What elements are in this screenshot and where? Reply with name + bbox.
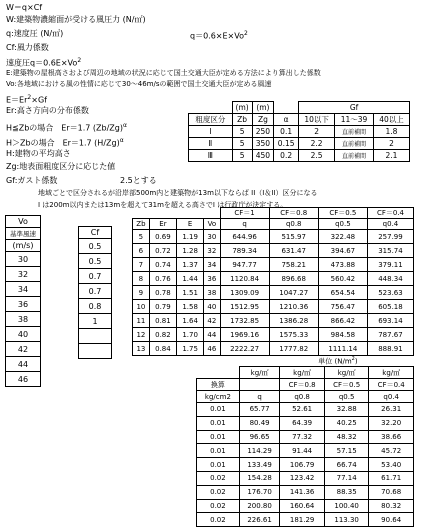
table-cell: 12	[133, 328, 150, 342]
cell-blank	[133, 208, 221, 219]
calc-row	[133, 230, 414, 244]
header-cf05: CF＝0.5	[324, 379, 369, 391]
alpha-sup-2: α	[119, 137, 124, 144]
col-zb: Zb	[133, 219, 150, 230]
cf-value: 0.5	[79, 239, 112, 254]
formula-e-tail: ×Gf	[31, 95, 47, 105]
table-cell: 0.84	[149, 342, 176, 356]
table-cell: 448.34	[367, 272, 413, 286]
vo-value: 32	[6, 267, 41, 282]
table-cell: 34	[204, 258, 220, 272]
table-cell: 693.14	[367, 314, 413, 328]
table-cell: 52.61	[280, 403, 325, 417]
table-cell: 77.32	[280, 430, 325, 444]
conversion-row	[197, 485, 414, 499]
table-cell: 0.81	[149, 314, 176, 328]
table-cell: 379.11	[367, 258, 413, 272]
calc-table	[132, 207, 414, 366]
vo-header: Vo	[6, 216, 41, 228]
calc-row	[133, 258, 414, 272]
table-cell: 984.58	[318, 328, 367, 342]
col-er: Er	[149, 219, 176, 230]
zg-value: 350	[252, 138, 274, 150]
cf-value: 1	[79, 314, 112, 329]
table-cell: 322.48	[318, 230, 367, 244]
formula-e-sup: 2	[27, 94, 32, 101]
table-cell: 123.42	[280, 471, 325, 485]
header-roughness: 粗度区分	[189, 114, 233, 126]
cf-value	[79, 344, 112, 359]
table-cell: 1120.84	[220, 272, 269, 286]
gf-low: 2.5	[299, 150, 335, 162]
unit-cell: kg/㎡	[239, 367, 280, 379]
table-cell: 1.28	[177, 244, 204, 258]
formula-q-sup: 2	[244, 30, 248, 37]
header-cf08: CF＝0.8	[280, 379, 325, 391]
table-cell: 38.66	[369, 430, 414, 444]
roughness-class: Ⅰ	[189, 126, 233, 138]
table-cell: 1575.33	[269, 328, 318, 342]
table-cell: 181.29	[280, 513, 325, 527]
table-cell: 40.25	[324, 416, 369, 430]
cf-label-08: CF＝0.8	[269, 208, 318, 219]
roughness-row	[189, 150, 410, 162]
vo-value: 46	[6, 372, 41, 387]
table-cell: 0.01	[197, 458, 240, 472]
cell-blank	[189, 102, 233, 114]
calc-row	[133, 300, 414, 314]
table-cell: 1210.36	[269, 300, 318, 314]
table-cell: 10	[133, 300, 150, 314]
calc-row	[133, 286, 414, 300]
formula-w: W＝q×Cf	[6, 3, 43, 12]
gf-value: 2.5とする	[120, 176, 157, 185]
table-cell: 7	[133, 258, 150, 272]
table-cell: 88.35	[324, 485, 369, 499]
table-cell: 0.76	[149, 272, 176, 286]
table-cell: 315.74	[367, 244, 413, 258]
vo-value: 44	[6, 357, 41, 372]
table-cell: 200.80	[239, 499, 280, 513]
table-cell: 141.36	[280, 485, 325, 499]
vo-header-sub: 基準風速	[6, 228, 41, 240]
alpha-value: 0.2	[274, 150, 299, 162]
formula-er-high-text: H＞Zbの場合 Er＝1.7 (H/Zg)	[6, 138, 120, 148]
col-q08: q0.8	[269, 219, 318, 230]
unit-label	[318, 356, 413, 367]
zb-value: 5	[232, 126, 252, 138]
subheader-q: q	[239, 391, 280, 403]
table-cell: 1309.09	[220, 286, 269, 300]
table-cell: 80.49	[239, 416, 280, 430]
table-cell: 160.64	[280, 499, 325, 513]
calc-row	[133, 342, 414, 356]
zg-value: 250	[252, 126, 274, 138]
roughness-row	[189, 126, 410, 138]
table-cell: 0.02	[197, 513, 240, 527]
table-cell: 8	[133, 272, 150, 286]
def-er: Er:高さ方向の分布係数	[6, 106, 89, 115]
calc-row	[133, 272, 414, 286]
table-cell: 66.74	[324, 458, 369, 472]
table-cell: 947.77	[220, 258, 269, 272]
gf-high: 2	[373, 138, 409, 150]
table-cell: 48.32	[324, 430, 369, 444]
table-cell: 0.82	[149, 328, 176, 342]
table-cell: 13	[133, 342, 150, 356]
header-blank	[239, 379, 280, 391]
subheader-kgcm2: kg/cm2	[197, 391, 240, 403]
table-cell: 226.61	[239, 513, 280, 527]
unit-cell: kg/㎡	[324, 367, 369, 379]
def-cf: Cf:風力係数	[6, 43, 49, 52]
table-cell: 1.58	[177, 300, 204, 314]
table-cell: 1386.28	[269, 314, 318, 328]
table-cell: 91.44	[280, 444, 325, 458]
formula-er-high	[6, 136, 124, 149]
vo-value: 42	[6, 342, 41, 357]
gf-mid: 直前補間	[335, 138, 374, 150]
def-vo: Vo:各地域における風の性情に応じて30～46m/sの範囲で国土交通大臣が定める風速	[6, 80, 272, 88]
vo-value: 30	[6, 252, 41, 267]
table-cell: 2222.27	[220, 342, 269, 356]
header-zb: Zb	[232, 114, 252, 126]
subheader-q04: q0.4	[369, 391, 414, 403]
table-cell: 0.72	[149, 244, 176, 258]
table-cell: 0.01	[197, 403, 240, 417]
table-cell: 515.97	[269, 230, 318, 244]
roughness-class: Ⅱ	[189, 138, 233, 150]
header-zg-unit: (m)	[252, 102, 274, 114]
formula-er-low	[6, 121, 127, 134]
table-cell: 70.68	[369, 485, 414, 499]
subheader-q05: q0.5	[324, 391, 369, 403]
header-cf04: CF＝0.4	[369, 379, 414, 391]
table-cell: 36	[204, 272, 220, 286]
table-cell: 61.71	[369, 471, 414, 485]
table-cell: 631.47	[269, 244, 318, 258]
table-cell: 32.20	[369, 416, 414, 430]
table-cell: 133.49	[239, 458, 280, 472]
calc-row	[133, 244, 414, 258]
gf-high: 2.1	[373, 150, 409, 162]
table-cell: 0.01	[197, 444, 240, 458]
vo-value: 36	[6, 297, 41, 312]
unit-cell: kg/㎡	[369, 367, 414, 379]
conversion-row	[197, 458, 414, 472]
vo-value: 40	[6, 327, 41, 342]
table-cell: 787.67	[367, 328, 413, 342]
table-cell: 1.51	[177, 286, 204, 300]
table-cell: 77.14	[324, 471, 369, 485]
alpha-value: 0.1	[274, 126, 299, 138]
cell-blank	[197, 367, 240, 379]
unit-sup: 2	[351, 356, 355, 362]
table-cell: 1047.27	[269, 286, 318, 300]
table-cell: 1.75	[177, 342, 204, 356]
table-cell: 0.79	[149, 300, 176, 314]
def-h: H:建物の平均高さ	[6, 149, 71, 158]
table-cell: 0.02	[197, 499, 240, 513]
cf-value: 0.7	[79, 269, 112, 284]
header-conversion: 換算	[197, 379, 240, 391]
formula-q2	[6, 56, 81, 69]
table-cell: 53.40	[369, 458, 414, 472]
unit-cell: kg/㎡	[280, 367, 325, 379]
def-gf: Gf:ガスト係数	[6, 176, 58, 185]
header-gf-2: 11～39	[335, 114, 374, 126]
unit-text: 単位 (N/m	[318, 357, 352, 366]
table-cell: 100.40	[324, 499, 369, 513]
table-cell: 888.91	[367, 342, 413, 356]
table-cell: 0.69	[149, 230, 176, 244]
table-cell: 9	[133, 286, 150, 300]
table-cell: 106.79	[280, 458, 325, 472]
table-cell: 644.96	[220, 230, 269, 244]
table-cell: 32	[204, 244, 220, 258]
table-cell: 1512.95	[220, 300, 269, 314]
cf-header: Cf	[79, 227, 112, 239]
table-cell: 560.42	[318, 272, 367, 286]
table-cell: 64.39	[280, 416, 325, 430]
table-cell: 38	[204, 286, 220, 300]
col-q04: q0.4	[367, 219, 413, 230]
table-cell: 394.67	[318, 244, 367, 258]
formula-er-low-text: H≦Zbの場合 Er＝1.7 (Zb/Zg)	[6, 123, 123, 133]
table-cell: 30	[204, 230, 220, 244]
conversion-row	[197, 499, 414, 513]
gf-mid: 直前補間	[335, 126, 374, 138]
header-alpha: α	[274, 114, 299, 126]
table-cell: 96.65	[239, 430, 280, 444]
table-cell: 654.54	[318, 286, 367, 300]
zb-value: 5	[232, 150, 252, 162]
formula-e-text: E＝Er	[6, 95, 28, 105]
table-cell: 57.15	[324, 444, 369, 458]
roughness-table	[188, 101, 410, 162]
table-cell: 44	[204, 328, 220, 342]
header-zb-unit: (m)	[232, 102, 252, 114]
table-cell: 5	[133, 230, 150, 244]
table-cell: 0.01	[197, 430, 240, 444]
note-region: 地域ごとで区分されるが沿岸部500m内と建築物が13m以下ならば II（I＆II）区分になる	[38, 189, 318, 197]
def-q: q:速度圧 (N/㎡)	[6, 29, 64, 38]
def-e: E:建築物の屋根高さおよび周辺の地域の状況に応じて国土交通大臣が定める方法により算出した係数	[6, 69, 321, 77]
gf-high: 1.8	[373, 126, 409, 138]
table-cell: 1.37	[177, 258, 204, 272]
formula-e	[6, 93, 47, 106]
header-gf-3: 40以上	[373, 114, 409, 126]
table-cell: 605.18	[367, 300, 413, 314]
table-cell: 11	[133, 314, 150, 328]
table-cell: 789.34	[220, 244, 269, 258]
vo-value: 38	[6, 312, 41, 327]
note-height: I は200m以内または13mを超えて31mを超える高さでI は行政庁が決定する。	[38, 201, 288, 209]
conversion-row	[197, 513, 414, 527]
formula-q2-text: 速度圧q＝0.6E×Vo	[6, 58, 78, 68]
formula-q2-sup: 2	[77, 57, 82, 64]
unit-tail: )	[354, 357, 358, 366]
gf-low: 2.2	[299, 138, 335, 150]
roughness-row	[189, 138, 410, 150]
cf-label-05: CF＝0.5	[318, 208, 367, 219]
col-q: q	[220, 219, 269, 230]
cell-blank	[79, 215, 112, 227]
table-cell: 6	[133, 244, 150, 258]
zg-value: 450	[252, 150, 274, 162]
table-cell: 0.02	[197, 485, 240, 499]
conversion-row	[197, 403, 414, 417]
table-cell: 42	[204, 314, 220, 328]
zb-value: 5	[232, 138, 252, 150]
cf-table	[78, 215, 112, 359]
table-cell: 65.77	[239, 403, 280, 417]
table-cell: 26.31	[369, 403, 414, 417]
gf-low: 2	[299, 126, 335, 138]
table-cell: 40	[204, 300, 220, 314]
header-gf-1: 10以下	[299, 114, 335, 126]
table-cell: 1.19	[177, 230, 204, 244]
conversion-row	[197, 416, 414, 430]
table-cell: 1111.14	[318, 342, 367, 356]
table-cell: 523.63	[367, 286, 413, 300]
header-gf: Gf	[299, 102, 410, 114]
header-zg: Zg	[252, 114, 274, 126]
alpha-value: 0.15	[274, 138, 299, 150]
table-cell: 257.99	[367, 230, 413, 244]
cf-value	[79, 329, 112, 344]
col-q05: q0.5	[318, 219, 367, 230]
conversion-row	[197, 471, 414, 485]
vo-table	[5, 215, 41, 387]
table-cell: 114.29	[239, 444, 280, 458]
table-cell: 0.74	[149, 258, 176, 272]
roughness-class: Ⅲ	[189, 150, 233, 162]
cf-value: 0.5	[79, 254, 112, 269]
table-cell: 45.72	[369, 444, 414, 458]
table-cell: 176.70	[239, 485, 280, 499]
table-cell: 113.30	[324, 513, 369, 527]
vo-value: 34	[6, 282, 41, 297]
calc-row	[133, 314, 414, 328]
def-w: W:建築物濃縮面が受ける風圧力 (N/㎡)	[6, 15, 146, 24]
table-cell: 0.02	[197, 471, 240, 485]
vo-header-unit: (m/s)	[6, 240, 41, 252]
table-cell: 80.32	[369, 499, 414, 513]
conversion-row	[197, 444, 414, 458]
col-e: E	[177, 219, 204, 230]
cf-value: 0.8	[79, 299, 112, 314]
table-cell: 473.88	[318, 258, 367, 272]
table-cell: 0.01	[197, 416, 240, 430]
alpha-sup-1: α	[122, 122, 127, 129]
cell-blank	[133, 356, 319, 367]
calc-row	[133, 328, 414, 342]
conversion-row	[197, 430, 414, 444]
cell-blank	[274, 102, 299, 114]
col-vo: Vo	[204, 219, 220, 230]
table-cell: 756.47	[318, 300, 367, 314]
cf-label-1: CF＝1	[220, 208, 269, 219]
subheader-q08: q0.8	[280, 391, 325, 403]
table-cell: 1969.16	[220, 328, 269, 342]
table-cell: 1732.85	[220, 314, 269, 328]
table-cell: 0.78	[149, 286, 176, 300]
cf-label-04: CF＝0.4	[367, 208, 413, 219]
table-cell: 90.64	[369, 513, 414, 527]
table-cell: 32.88	[324, 403, 369, 417]
table-cell: 866.42	[318, 314, 367, 328]
table-cell: 1.70	[177, 328, 204, 342]
gf-mid: 直前補間	[335, 150, 374, 162]
table-cell: 896.68	[269, 272, 318, 286]
table-cell: 1.44	[177, 272, 204, 286]
def-zg: Zg:地表面粗度区分に応じた値	[6, 162, 116, 171]
table-cell: 1777.82	[269, 342, 318, 356]
table-cell: 758.21	[269, 258, 318, 272]
table-cell: 1.64	[177, 314, 204, 328]
table-cell: 46	[204, 342, 220, 356]
formula-q-text: q＝0.6×E×Vo	[190, 31, 245, 41]
formula-q	[190, 29, 248, 42]
cf-value: 0.7	[79, 284, 112, 299]
table-cell: 154.28	[239, 471, 280, 485]
